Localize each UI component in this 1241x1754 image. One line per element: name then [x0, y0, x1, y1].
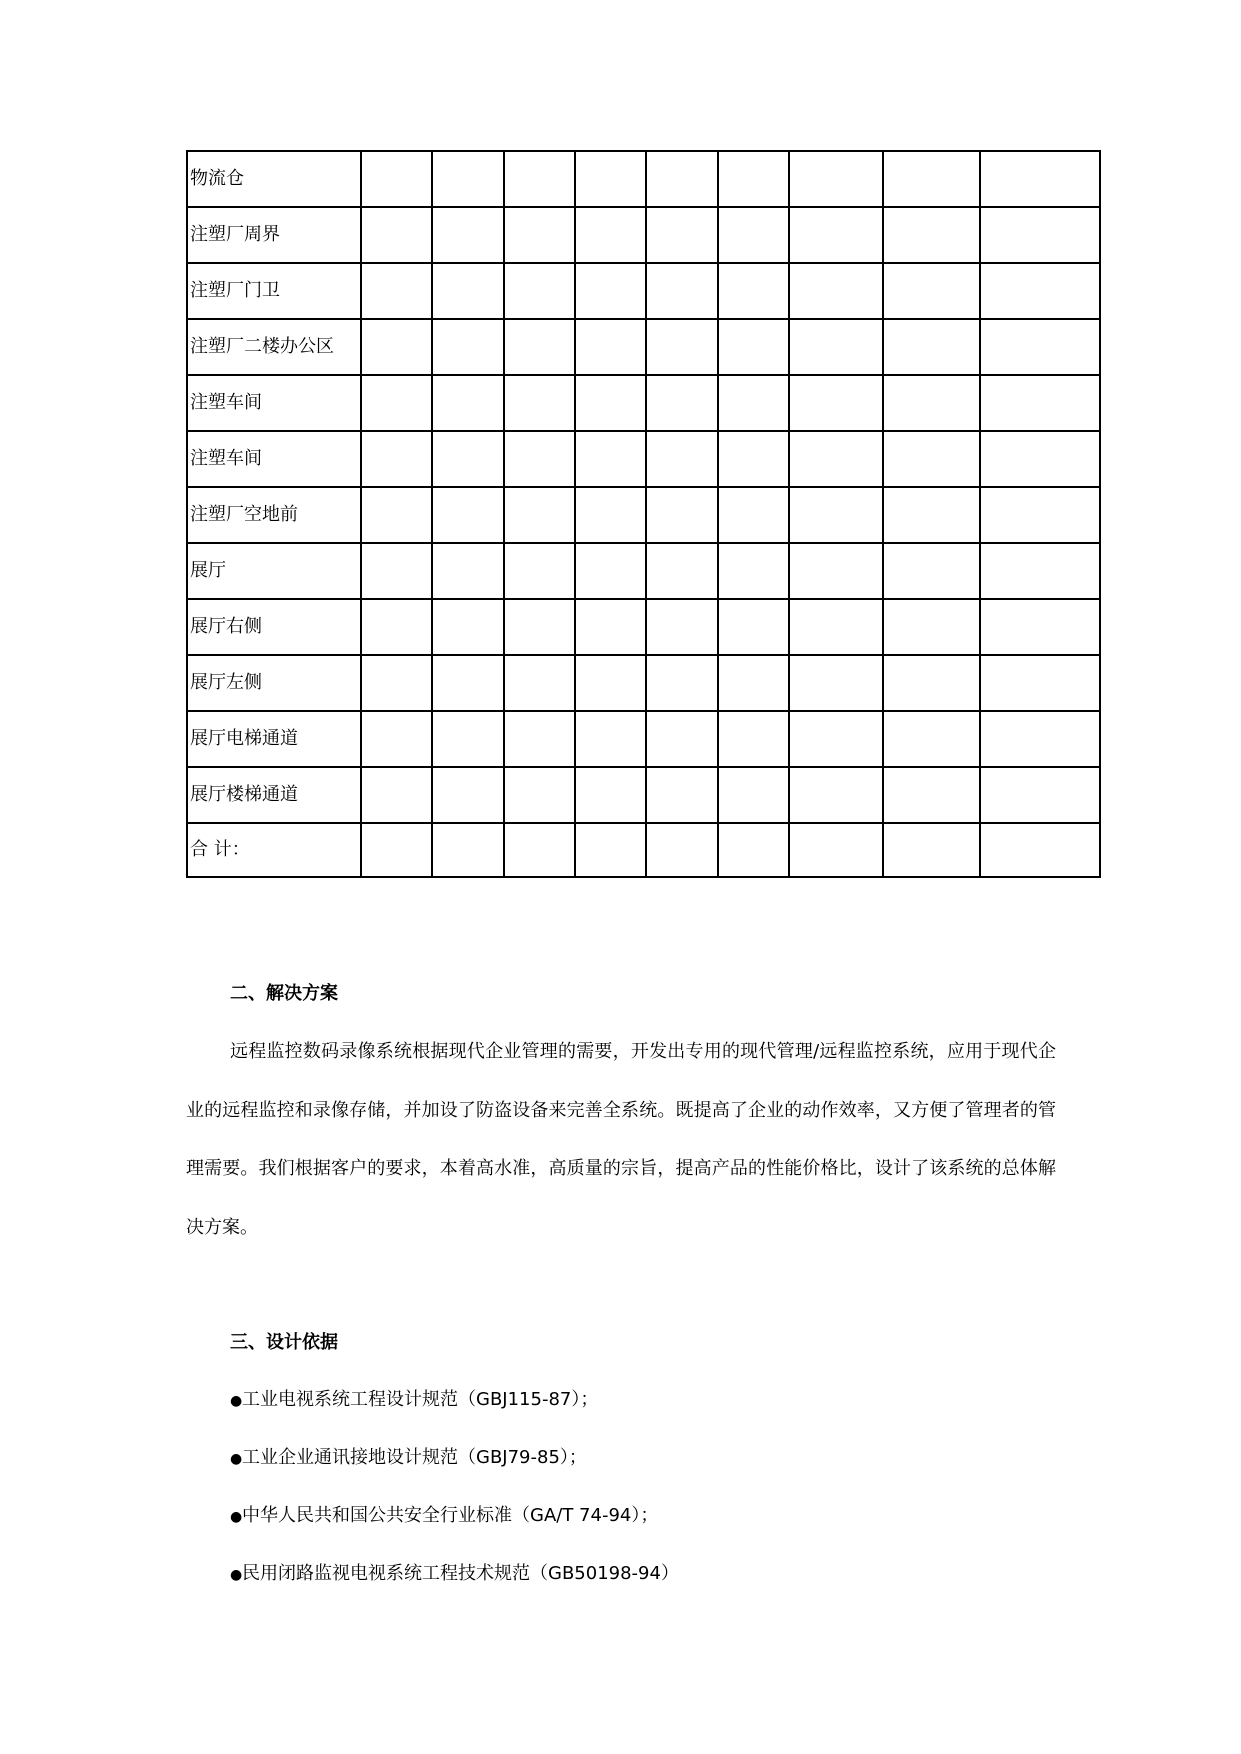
- table-cell: [646, 319, 718, 375]
- table-cell: [361, 543, 432, 599]
- table-cell: [646, 487, 718, 543]
- row-label: 展厅: [187, 543, 361, 599]
- table-cell: [789, 263, 883, 319]
- table-cell: [883, 431, 980, 487]
- table-cell: [789, 487, 883, 543]
- basis-item: [230, 1505, 658, 1528]
- basis-item-text: 民用闭路监视电视系统工程技术规范（GB50198-94）: [242, 1563, 679, 1584]
- table-cell: [432, 823, 504, 877]
- table-cell: [980, 543, 1100, 599]
- table-cell: [883, 319, 980, 375]
- row-label: 展厅左侧: [187, 655, 361, 711]
- table-cell: [883, 767, 980, 823]
- table-cell: [504, 599, 575, 655]
- table-cell: [504, 655, 575, 711]
- table-cell: [980, 767, 1100, 823]
- basis-item-text: 工业电视系统工程设计规范（GBJ115-87）；: [242, 1389, 599, 1410]
- table-cell: [432, 487, 504, 543]
- table-cell: [432, 151, 504, 207]
- table-cell: [432, 319, 504, 375]
- table-cell: [980, 207, 1100, 263]
- row-label: 注塑厂空地前: [187, 487, 361, 543]
- table-cell: [361, 655, 432, 711]
- row-label: 展厅右侧: [187, 599, 361, 655]
- table-cell: [718, 151, 789, 207]
- solution-section: [186, 983, 1056, 1005]
- table-cell: [883, 207, 980, 263]
- row-label: 注塑车间: [187, 431, 361, 487]
- table-cell: [789, 655, 883, 711]
- table-cell: [575, 263, 646, 319]
- table-row: [187, 767, 1100, 823]
- table-row: [187, 487, 1100, 543]
- table-cell: [980, 487, 1100, 543]
- table-cell: [718, 487, 789, 543]
- table-cell: [575, 655, 646, 711]
- table-cell: [883, 655, 980, 711]
- table-cell: [361, 599, 432, 655]
- table-cell: [789, 767, 883, 823]
- table-cell: [646, 655, 718, 711]
- row-label: 展厅楼梯通道: [187, 767, 361, 823]
- basis-item-text: 中华人民共和国公共安全行业标准（GA/T 74-94）；: [242, 1505, 659, 1526]
- table-cell: [504, 431, 575, 487]
- table-cell: [718, 767, 789, 823]
- table-cell: [646, 151, 718, 207]
- basis-section: [186, 1332, 1056, 1354]
- table-cell: [361, 207, 432, 263]
- table-cell: [718, 431, 789, 487]
- table-cell: [432, 655, 504, 711]
- table-cell: [789, 823, 883, 877]
- table-cell: [575, 711, 646, 767]
- table-cell: [361, 487, 432, 543]
- table-cell: [504, 263, 575, 319]
- basis-item: [230, 1563, 679, 1586]
- table-cell: [575, 543, 646, 599]
- table-cell: [432, 599, 504, 655]
- table-cell: [718, 543, 789, 599]
- table-cell: [504, 151, 575, 207]
- table-cell: [361, 375, 432, 431]
- table-cell: [883, 263, 980, 319]
- table-cell: [789, 207, 883, 263]
- bullet-icon: ●: [230, 1509, 243, 1525]
- bullet-icon: ●: [230, 1451, 243, 1467]
- table-cell: [789, 431, 883, 487]
- table-cell: [789, 375, 883, 431]
- table-row: [187, 655, 1100, 711]
- table-cell: [504, 375, 575, 431]
- table-cell: [646, 543, 718, 599]
- table-cell: [789, 711, 883, 767]
- table-cell: [575, 207, 646, 263]
- table-cell: [718, 375, 789, 431]
- equipment-table: [186, 150, 1101, 878]
- table-cell: [718, 319, 789, 375]
- table-cell: [432, 431, 504, 487]
- table-row: [187, 711, 1100, 767]
- solution-heading: 二、解决方案: [230, 983, 338, 1004]
- table-cell: [980, 151, 1100, 207]
- row-label: 注塑厂周界: [187, 207, 361, 263]
- table-cell: [432, 263, 504, 319]
- table-cell: [504, 767, 575, 823]
- table-cell: [432, 207, 504, 263]
- row-label: 展厅电梯通道: [187, 711, 361, 767]
- table-cell: [432, 711, 504, 767]
- table-cell: [432, 543, 504, 599]
- table-cell: [980, 823, 1100, 877]
- table-cell: [883, 151, 980, 207]
- table-cell: [980, 263, 1100, 319]
- table-cell: [718, 207, 789, 263]
- table-cell: [646, 599, 718, 655]
- table-cell: [883, 711, 980, 767]
- table-cell: [504, 543, 575, 599]
- table-row: [187, 207, 1100, 263]
- basis-item: [230, 1447, 587, 1470]
- table-cell: [575, 151, 646, 207]
- table-cell: [646, 767, 718, 823]
- table-row: [187, 151, 1100, 207]
- table-cell: [361, 263, 432, 319]
- table-cell: [575, 599, 646, 655]
- table-cell: [980, 711, 1100, 767]
- table-cell: [789, 543, 883, 599]
- table-row: [187, 431, 1100, 487]
- table-cell: [646, 207, 718, 263]
- table-cell: [718, 263, 789, 319]
- solution-paragraph: 远程监控数码录像系统根据现代企业管理的需要，开发出专用的现代管理/远程监控系统，应用于现代企业的远程监控和录像存储，并加设了防盗设备来完善全系统。既提高了企业的动作效率，又方便了管理者的管理需要。我们根据客户的要求，本着高水准，高质量的宗旨，提高产品的性能价格比，设计了该系统的总体解决方案。: [186, 1041, 1056, 1238]
- table-row: [187, 319, 1100, 375]
- table-cell: [504, 823, 575, 877]
- table-cell: [432, 375, 504, 431]
- table-row: [187, 599, 1100, 655]
- table-row: [187, 263, 1100, 319]
- table-cell: [980, 655, 1100, 711]
- table-cell: [718, 599, 789, 655]
- table-cell: [504, 319, 575, 375]
- table-cell: [980, 319, 1100, 375]
- basis-item: [230, 1389, 598, 1412]
- table-cell: [575, 487, 646, 543]
- table-cell: [504, 207, 575, 263]
- table-row: [187, 375, 1100, 431]
- table-cell: [883, 487, 980, 543]
- table-cell: [575, 823, 646, 877]
- table-cell: [980, 599, 1100, 655]
- table-cell: [646, 711, 718, 767]
- table-cell: [646, 431, 718, 487]
- table-cell: [789, 151, 883, 207]
- table-cell: [646, 375, 718, 431]
- table-cell: [361, 431, 432, 487]
- row-label: 注塑厂二楼办公区: [187, 319, 361, 375]
- table-cell: [883, 375, 980, 431]
- table-cell: [883, 543, 980, 599]
- basis-heading: 三、设计依据: [230, 1332, 338, 1353]
- table-cell: [883, 823, 980, 877]
- table-cell: [361, 711, 432, 767]
- table-cell: [575, 431, 646, 487]
- table-cell: [980, 375, 1100, 431]
- bullet-icon: ●: [230, 1393, 243, 1409]
- row-label: 注塑车间: [187, 375, 361, 431]
- table-body: [187, 151, 1100, 877]
- table-cell: [980, 431, 1100, 487]
- table-cell: [504, 487, 575, 543]
- table-row: [187, 543, 1100, 599]
- table-cell: [883, 599, 980, 655]
- row-label: 注塑厂门卫: [187, 263, 361, 319]
- table-row: [187, 823, 1100, 877]
- table-cell: [789, 599, 883, 655]
- table-cell: [575, 375, 646, 431]
- table-cell: [718, 655, 789, 711]
- basis-item-text: 工业企业通讯接地设计规范（GBJ79-85）；: [242, 1447, 587, 1468]
- table-cell: [718, 711, 789, 767]
- row-label: 合 计：: [187, 823, 361, 877]
- table-cell: [575, 767, 646, 823]
- table-cell: [361, 823, 432, 877]
- table-cell: [361, 319, 432, 375]
- table-cell: [361, 767, 432, 823]
- table-cell: [646, 823, 718, 877]
- table-cell: [789, 319, 883, 375]
- table-cell: [646, 263, 718, 319]
- table-cell: [361, 151, 432, 207]
- table-cell: [575, 319, 646, 375]
- row-label: 物流仓: [187, 151, 361, 207]
- table-cell: [718, 823, 789, 877]
- solution-body-wrap: [186, 1023, 1056, 1257]
- equipment-grid: [186, 150, 1101, 878]
- table-cell: [504, 711, 575, 767]
- table-cell: [432, 767, 504, 823]
- bullet-icon: ●: [230, 1567, 243, 1583]
